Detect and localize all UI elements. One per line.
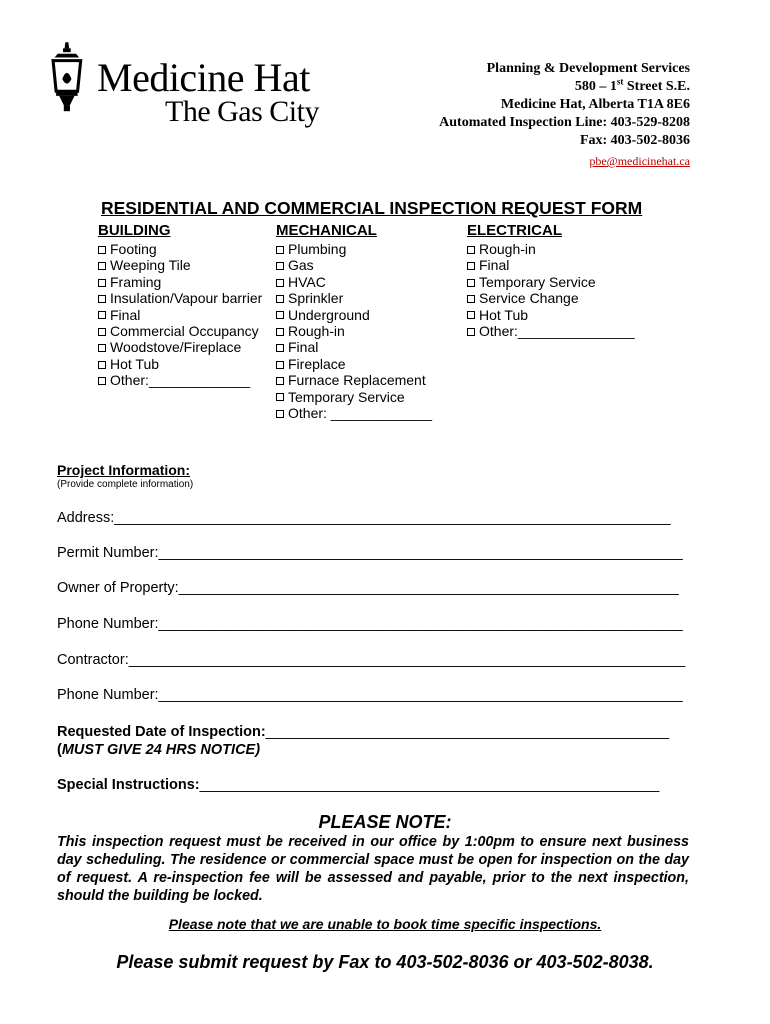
checkbox-label: Other:_____________ [110, 372, 251, 389]
checkbox-item[interactable] [467, 274, 635, 290]
checkbox[interactable] [276, 410, 284, 418]
department-name: Planning & Development Services [486, 61, 690, 76]
inspection-line: Automated Inspection Line: 403-529-8208 [439, 115, 690, 130]
contractor-field[interactable]: Contractor:_____________________________________________________________________ [57, 652, 686, 668]
checkbox-label: Final [288, 339, 319, 356]
checkbox[interactable] [276, 246, 284, 254]
checkbox-label: Framing [110, 273, 162, 290]
project-info-heading: Project Information: [57, 462, 191, 478]
checkbox-item[interactable] [98, 307, 262, 323]
checkbox-label: Rough-in [479, 241, 536, 257]
city-line: Medicine Hat, Alberta T1A 8E6 [500, 97, 690, 112]
checkbox-label: Gas [288, 257, 314, 274]
checkbox[interactable] [98, 344, 106, 352]
checkbox-item[interactable] [98, 339, 262, 355]
checkbox[interactable] [98, 295, 106, 303]
email-link[interactable]: pbe@medicinehat.ca [589, 154, 690, 168]
checkbox-label: Temporary Service [479, 273, 596, 290]
checkbox-item[interactable] [276, 389, 432, 405]
special-instructions-field[interactable]: Special Instructions:_________________________________________________________ [57, 777, 660, 793]
department-address [439, 60, 690, 170]
checkbox-item[interactable] [467, 257, 635, 273]
time-specific-note: Please note that we are unable to book time specific inspections. [168, 916, 602, 932]
checkbox[interactable] [276, 279, 284, 287]
checkbox-item[interactable] [276, 405, 432, 421]
checkbox-item[interactable] [98, 290, 262, 306]
checkbox[interactable] [276, 377, 284, 385]
checkbox-label: Other:_______________ [479, 323, 635, 340]
checkbox-item[interactable] [467, 290, 635, 306]
lamp-post-icon [53, 42, 81, 111]
contractor-phone-field[interactable]: Phone Number:_________________________________________________________________ [57, 687, 683, 703]
checkbox[interactable] [98, 328, 106, 336]
checkbox-label: Final [479, 257, 510, 274]
checkbox[interactable] [98, 377, 106, 385]
checkbox-item[interactable] [98, 274, 262, 290]
checkbox[interactable] [276, 393, 284, 401]
please-note-body: This inspection request must be received in our office by 1:00pm to ensure next business day scheduling. The residence or commercial space must be open for inspection on the day of request. A re-inspection fee will be assessed and payable, prior to the next inspection, should the building be locked. [57, 834, 689, 904]
requested-date-field[interactable]: Requested Date of Inspection:__________________________________________________ [57, 724, 669, 740]
fax-number: Fax: 403-502-8036 [579, 133, 690, 148]
electrical-heading: ELECTRICAL [467, 222, 562, 239]
checkbox-item[interactable] [276, 307, 432, 323]
phone-number-field[interactable]: Phone Number:_________________________________________________________________ [57, 616, 683, 632]
fax-submission-note: Please submit request by Fax to 403-502-8036 or 403-502-8038. [116, 952, 654, 972]
checkbox[interactable] [467, 295, 475, 303]
checkbox-item[interactable] [276, 274, 432, 290]
checkbox[interactable] [98, 361, 106, 369]
address-field[interactable]: Address:_____________________________________________________________________ [57, 510, 671, 526]
notice-requirement: (MUST GIVE 24 HRS NOTICE) [57, 742, 261, 758]
checkbox[interactable] [98, 246, 106, 254]
form-title: RESIDENTIAL AND COMMERCIAL INSPECTION REQUEST FORM [101, 198, 643, 218]
building-heading: BUILDING [98, 222, 171, 239]
owner-field[interactable]: Owner of Property:______________________________________________________________ [57, 580, 679, 596]
checkbox[interactable] [276, 311, 284, 319]
checkbox[interactable] [467, 311, 475, 319]
permit-number-field[interactable]: Permit Number:_________________________________________________________________ [57, 545, 683, 561]
checkbox-label: Temporary Service [288, 388, 405, 405]
mechanical-list [276, 241, 432, 421]
mechanical-heading: MECHANICAL [276, 222, 377, 239]
street-address: 580 – 1st Street S.E. [574, 76, 690, 94]
project-info-subheading: (Provide complete information) [57, 479, 194, 490]
checkbox-label: Commercial Occupancy [110, 323, 259, 340]
checkbox-label: Rough-in [288, 323, 345, 340]
checkbox-item[interactable] [276, 339, 432, 355]
checkbox[interactable] [98, 279, 106, 287]
checkbox-label: Hot Tub [479, 306, 529, 323]
checkbox[interactable] [276, 361, 284, 369]
checkbox-item[interactable] [467, 323, 635, 339]
checkbox[interactable] [467, 279, 475, 287]
checkbox[interactable] [98, 311, 106, 319]
please-note-heading: PLEASE NOTE: [318, 812, 452, 832]
checkbox-label: Sprinkler [288, 290, 344, 307]
checkbox[interactable] [276, 344, 284, 352]
checkbox[interactable] [276, 295, 284, 303]
checkbox-label: Plumbing [288, 241, 347, 257]
checkbox-label: HVAC [288, 273, 326, 290]
checkbox-item[interactable] [467, 241, 635, 257]
checkbox-item[interactable] [276, 372, 432, 388]
checkbox[interactable] [98, 262, 106, 270]
checkbox-label: Service Change [479, 290, 579, 307]
building-list [98, 241, 262, 389]
checkbox-item[interactable] [276, 323, 432, 339]
checkbox-label: Final [110, 306, 141, 323]
checkbox[interactable] [467, 246, 475, 254]
logo-subtitle: The Gas City [165, 95, 319, 128]
checkbox[interactable] [276, 328, 284, 336]
checkbox-item[interactable] [276, 290, 432, 306]
checkbox-label: Hot Tub [110, 355, 160, 372]
checkbox[interactable] [467, 328, 475, 336]
checkbox-label: Fireplace [288, 355, 346, 372]
checkbox[interactable] [276, 262, 284, 270]
checkbox-item[interactable] [276, 241, 432, 257]
checkbox-item[interactable] [98, 323, 262, 339]
checkbox-label: Woodstove/Fireplace [110, 339, 242, 356]
checkbox-item[interactable] [98, 257, 262, 273]
checkbox-item[interactable] [98, 241, 262, 257]
checkbox-label: Other: _____________ [288, 405, 433, 422]
checkbox-item[interactable] [276, 257, 432, 273]
electrical-column [467, 222, 635, 339]
checkbox-label: Insulation/Vapour barrier [110, 290, 263, 307]
checkbox-item[interactable] [98, 356, 262, 372]
checkbox-label: Furnace Replacement [288, 372, 426, 389]
checkbox-label: Weeping Tile [110, 257, 191, 274]
logo-title: Medicine Hat [97, 55, 310, 100]
building-column [98, 222, 262, 389]
checkbox-item[interactable] [467, 307, 635, 323]
medicine-hat-logo [50, 33, 96, 125]
mechanical-column [276, 222, 432, 421]
checkbox-label: Underground [288, 306, 370, 323]
checkbox-label: Footing [110, 241, 157, 257]
checkbox-item[interactable] [276, 356, 432, 372]
checkbox[interactable] [467, 262, 475, 270]
checkbox-item[interactable] [98, 372, 262, 388]
electrical-list [467, 241, 635, 339]
